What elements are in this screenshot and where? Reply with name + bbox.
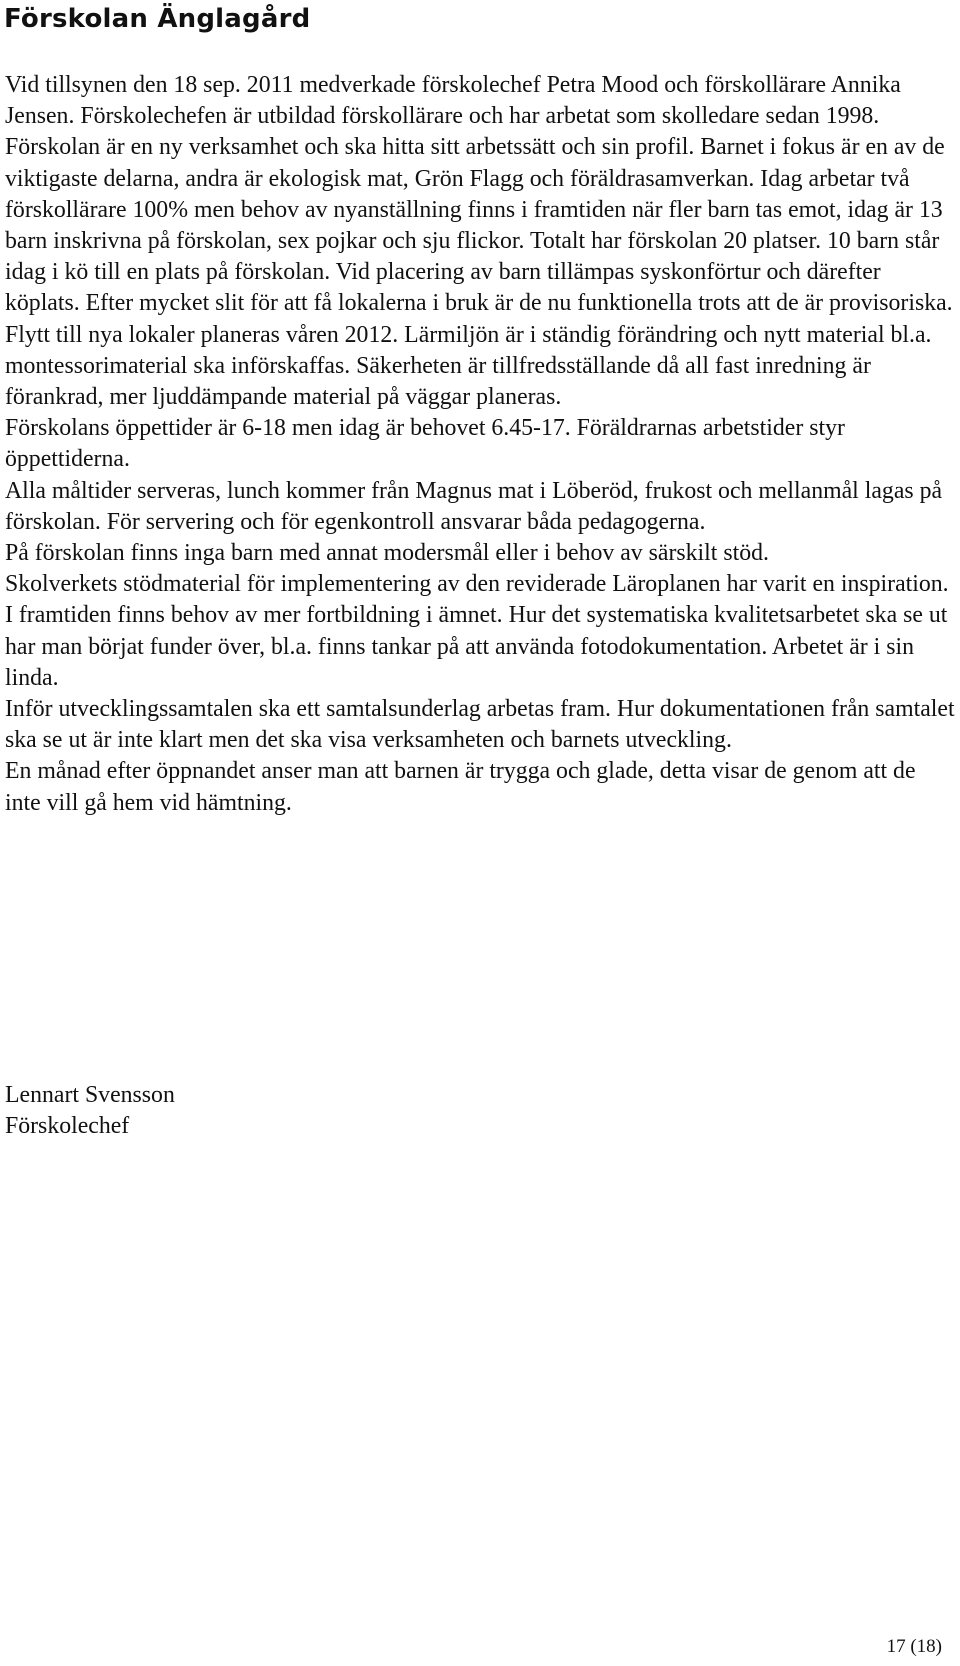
signature-block [5, 1080, 175, 1142]
paragraph-tillsyn: Vid tillsynen den 18 sep. 2011 medverkade förskolechef Petra Mood och förskollärare Annika Jensen. Förskolechefen är utbildad förskollärare och har arbetat som skolledare sedan 1998. Förskolan är en ny verksamhet och ska hitta sitt arbetssätt och sin profil. Barnet i fokus är en av de viktigaste delarna, andra är ekologisk mat, Grön Flagg och föräldrasamverkan. Idag arbetar två förskollärare 100% men behov av nyanställning finns i framtiden när fler barn tas emot, idag är 13 barn inskrivna på förskolan, sex pojkar och sju flickor. Totalt har förskolan 20 platser. 10 barn står idag i kö till en plats på förskolan. Vid placering av barn tillämpas syskonförtur och därefter köplats. Efter mycket slit för att få lokalerna i bruk är de nu funktionella trots att de är provisoriska. Flytt till nya lokaler planeras våren 2012. Lärmiljön är i ständig förändring och nytt material bl.a. montessorimaterial ska införskaffas. Säkerheten är tillfredsställande då all fast inredning är förankrad, mer ljuddämpande material på väggar planeras. [5, 72, 953, 411]
paragraph-maltider: Alla måltider serveras, lunch kommer från Magnus mat i Löberöd, frukost och mellanmål lagas på förskolan. För servering och för egenkontroll ansvarar båda pedagogerna. [5, 477, 943, 535]
paragraph-kvalitetsarbete: Skolverkets stödmaterial för implementering av den reviderade Läroplanen har varit en inspiration. I framtiden finns behov av mer fortbildning i ämnet. Hur det systematiska kvalitetsarbetet ska se ut har man börjat funder över, bl.a. finns tankar på att använda fotodokumentation. Arbetet är i sin linda. [5, 571, 949, 691]
paragraph-trygghet: En månad efter öppnandet anser man att barnen är trygga och glade, detta visar de genom att de inte vill gå hem vid hämtning. [5, 758, 916, 816]
page-title: Förskolan Änglagård [4, 4, 311, 34]
paragraph-sarskilt-stod: På förskolan finns inga barn med annat modersmål eller i behov av särskilt stöd. [5, 540, 769, 567]
signature-name: Lennart Svensson [5, 1082, 175, 1108]
paragraph-utvecklingssamtal: Inför utvecklingssamtalen ska ett samtalsunderlag arbetas fram. Hur dokumentationen från samtalet ska se ut är inte klart men det ska visa verksamheten och barnets utveckling. [5, 696, 955, 754]
page-number: 17 (18) [886, 1636, 942, 1657]
document-body [5, 70, 955, 819]
signature-role: Förskolechef [5, 1113, 130, 1139]
paragraph-oppettider: Förskolans öppettider är 6-18 men idag är behovet 6.45-17. Föräldrarnas arbetstider styr öppettiderna. [5, 415, 845, 473]
